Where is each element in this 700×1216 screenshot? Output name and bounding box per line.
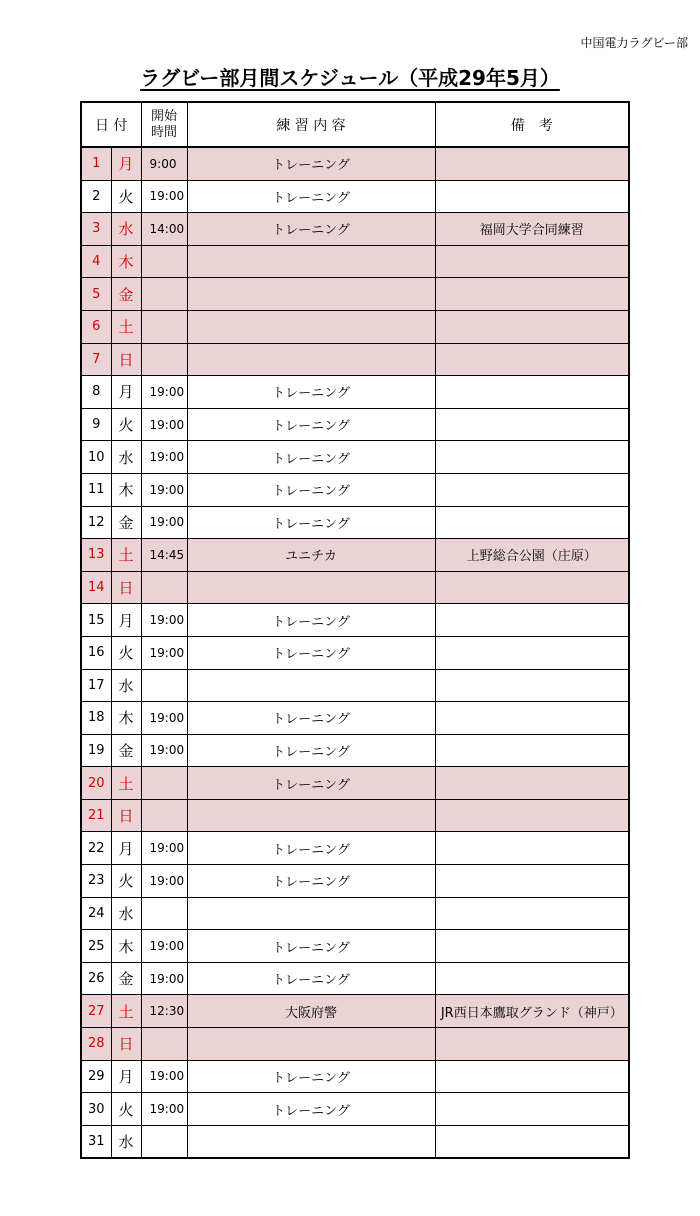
day-cell: 6 xyxy=(81,310,111,343)
start-time-cell: 14:00 xyxy=(141,213,187,246)
header-start-time xyxy=(141,102,187,147)
day-cell: 1 xyxy=(81,147,111,180)
content-cell: トレーニング xyxy=(187,147,435,180)
content-cell xyxy=(187,799,435,832)
weekday-cell: 金 xyxy=(111,734,141,767)
weekday-cell: 水 xyxy=(111,1125,141,1158)
weekday-cell: 金 xyxy=(111,278,141,311)
start-time-cell: 12:30 xyxy=(141,995,187,1028)
content-cell: トレーニング xyxy=(187,865,435,898)
content-cell: ユニチカ xyxy=(187,539,435,572)
table-row xyxy=(81,376,629,409)
note-cell xyxy=(435,376,629,409)
start-time-cell: 19:00 xyxy=(141,1060,187,1093)
start-time-cell: 19:00 xyxy=(141,865,187,898)
note-cell xyxy=(435,1028,629,1061)
table-row xyxy=(81,180,629,213)
table-row xyxy=(81,539,629,572)
table-row xyxy=(81,1093,629,1126)
weekday-cell: 土 xyxy=(111,539,141,572)
start-time-cell: 19:00 xyxy=(141,832,187,865)
weekday-cell: 土 xyxy=(111,995,141,1028)
start-time-cell xyxy=(141,1028,187,1061)
organization-name: 中国電力ラグビー部 xyxy=(580,36,688,50)
content-cell: トレーニング xyxy=(187,930,435,963)
start-time-cell: 19:00 xyxy=(141,1093,187,1126)
table-row xyxy=(81,669,629,702)
table-row xyxy=(81,245,629,278)
start-time-cell: 19:00 xyxy=(141,441,187,474)
table-row xyxy=(81,213,629,246)
day-cell: 16 xyxy=(81,636,111,669)
header-notes: 備 考 xyxy=(435,102,629,147)
table-row xyxy=(81,278,629,311)
weekday-cell: 月 xyxy=(111,1060,141,1093)
weekday-cell: 月 xyxy=(111,147,141,180)
note-cell xyxy=(435,702,629,735)
day-cell: 8 xyxy=(81,376,111,409)
weekday-cell: 火 xyxy=(111,1093,141,1126)
weekday-cell: 日 xyxy=(111,571,141,604)
content-cell: トレーニング xyxy=(187,734,435,767)
content-cell: トレーニング xyxy=(187,441,435,474)
content-cell: トレーニング xyxy=(187,473,435,506)
content-cell xyxy=(187,1125,435,1158)
day-cell: 28 xyxy=(81,1028,111,1061)
table-row xyxy=(81,767,629,800)
weekday-cell: 土 xyxy=(111,767,141,800)
day-cell: 7 xyxy=(81,343,111,376)
day-cell: 10 xyxy=(81,441,111,474)
table-row xyxy=(81,962,629,995)
content-cell: トレーニング xyxy=(187,213,435,246)
table-row xyxy=(81,832,629,865)
table-row xyxy=(81,636,629,669)
weekday-cell: 日 xyxy=(111,1028,141,1061)
weekday-cell: 火 xyxy=(111,180,141,213)
header-date: 日 付 xyxy=(81,102,141,147)
page-title-text: ラグビー部月間スケジュール（平成29年5月） xyxy=(140,66,560,90)
content-cell xyxy=(187,1028,435,1061)
start-time-cell xyxy=(141,343,187,376)
start-time-cell: 19:00 xyxy=(141,734,187,767)
note-cell xyxy=(435,865,629,898)
note-cell xyxy=(435,767,629,800)
start-time-cell: 14:45 xyxy=(141,539,187,572)
content-cell: トレーニング xyxy=(187,702,435,735)
weekday-cell: 火 xyxy=(111,865,141,898)
start-time-cell: 19:00 xyxy=(141,473,187,506)
start-time-cell xyxy=(141,245,187,278)
table-row xyxy=(81,506,629,539)
content-cell: トレーニング xyxy=(187,376,435,409)
start-time-cell: 19:00 xyxy=(141,962,187,995)
note-cell xyxy=(435,734,629,767)
content-cell xyxy=(187,278,435,311)
table-row xyxy=(81,310,629,343)
day-cell: 12 xyxy=(81,506,111,539)
day-cell: 14 xyxy=(81,571,111,604)
note-cell xyxy=(435,506,629,539)
day-cell: 25 xyxy=(81,930,111,963)
note-cell xyxy=(435,278,629,311)
note-cell xyxy=(435,799,629,832)
day-cell: 17 xyxy=(81,669,111,702)
table-header-row xyxy=(81,102,629,147)
weekday-cell: 日 xyxy=(111,799,141,832)
weekday-cell: 日 xyxy=(111,343,141,376)
note-cell xyxy=(435,310,629,343)
table-row xyxy=(81,147,629,180)
start-time-cell: 19:00 xyxy=(141,930,187,963)
note-cell: JR西日本鷹取グランド（神戸） xyxy=(435,995,629,1028)
content-cell: トレーニング xyxy=(187,1060,435,1093)
day-cell: 29 xyxy=(81,1060,111,1093)
day-cell: 30 xyxy=(81,1093,111,1126)
schedule-table xyxy=(80,101,630,1159)
start-time-cell xyxy=(141,669,187,702)
start-time-cell xyxy=(141,897,187,930)
weekday-cell: 水 xyxy=(111,441,141,474)
start-time-cell xyxy=(141,310,187,343)
content-cell: トレーニング xyxy=(187,636,435,669)
header-content: 練 習 内 容 xyxy=(187,102,435,147)
table-row xyxy=(81,1028,629,1061)
note-cell xyxy=(435,1060,629,1093)
note-cell xyxy=(435,343,629,376)
weekday-cell: 木 xyxy=(111,245,141,278)
day-cell: 22 xyxy=(81,832,111,865)
day-cell: 4 xyxy=(81,245,111,278)
content-cell: トレーニング xyxy=(187,832,435,865)
content-cell: トレーニング xyxy=(187,1093,435,1126)
day-cell: 27 xyxy=(81,995,111,1028)
header-start-line2: 時間 xyxy=(151,124,178,140)
start-time-cell: 9:00 xyxy=(141,147,187,180)
content-cell: トレーニング xyxy=(187,604,435,637)
start-time-cell: 19:00 xyxy=(141,506,187,539)
table-row xyxy=(81,897,629,930)
day-cell: 31 xyxy=(81,1125,111,1158)
day-cell: 15 xyxy=(81,604,111,637)
note-cell xyxy=(435,245,629,278)
content-cell xyxy=(187,669,435,702)
weekday-cell: 木 xyxy=(111,930,141,963)
start-time-cell xyxy=(141,278,187,311)
table-row xyxy=(81,995,629,1028)
weekday-cell: 木 xyxy=(111,702,141,735)
day-cell: 11 xyxy=(81,473,111,506)
content-cell xyxy=(187,571,435,604)
weekday-cell: 水 xyxy=(111,213,141,246)
content-cell: トレーニング xyxy=(187,180,435,213)
day-cell: 19 xyxy=(81,734,111,767)
weekday-cell: 月 xyxy=(111,832,141,865)
table-row xyxy=(81,473,629,506)
start-time-cell xyxy=(141,1125,187,1158)
note-cell xyxy=(435,832,629,865)
note-cell xyxy=(435,897,629,930)
start-time-cell: 19:00 xyxy=(141,604,187,637)
note-cell xyxy=(435,1093,629,1126)
table-row xyxy=(81,702,629,735)
note-cell xyxy=(435,930,629,963)
note-cell xyxy=(435,147,629,180)
weekday-cell: 水 xyxy=(111,897,141,930)
table-row xyxy=(81,1060,629,1093)
content-cell xyxy=(187,245,435,278)
table-row xyxy=(81,441,629,474)
day-cell: 23 xyxy=(81,865,111,898)
note-cell: 上野総合公園（庄原） xyxy=(435,539,629,572)
content-cell: トレーニング xyxy=(187,506,435,539)
page-title xyxy=(0,62,700,91)
day-cell: 18 xyxy=(81,702,111,735)
weekday-cell: 火 xyxy=(111,408,141,441)
table-row xyxy=(81,343,629,376)
header-start-line1: 開始 xyxy=(151,108,178,124)
day-cell: 3 xyxy=(81,213,111,246)
weekday-cell: 金 xyxy=(111,506,141,539)
start-time-cell xyxy=(141,799,187,832)
note-cell xyxy=(435,669,629,702)
table-row xyxy=(81,930,629,963)
schedule-body xyxy=(81,147,629,1158)
content-cell xyxy=(187,897,435,930)
note-cell xyxy=(435,571,629,604)
day-cell: 21 xyxy=(81,799,111,832)
note-cell xyxy=(435,441,629,474)
start-time-cell xyxy=(141,767,187,800)
day-cell: 5 xyxy=(81,278,111,311)
content-cell: 大阪府警 xyxy=(187,995,435,1028)
note-cell xyxy=(435,180,629,213)
weekday-cell: 月 xyxy=(111,376,141,409)
content-cell: トレーニング xyxy=(187,962,435,995)
start-time-cell: 19:00 xyxy=(141,376,187,409)
weekday-cell: 金 xyxy=(111,962,141,995)
table-row xyxy=(81,408,629,441)
note-cell xyxy=(435,636,629,669)
weekday-cell: 火 xyxy=(111,636,141,669)
table-row xyxy=(81,571,629,604)
note-cell xyxy=(435,962,629,995)
table-row xyxy=(81,734,629,767)
content-cell xyxy=(187,310,435,343)
table-row xyxy=(81,1125,629,1158)
start-time-cell xyxy=(141,571,187,604)
table-row xyxy=(81,604,629,637)
table-row xyxy=(81,799,629,832)
weekday-cell: 月 xyxy=(111,604,141,637)
content-cell: トレーニング xyxy=(187,767,435,800)
day-cell: 2 xyxy=(81,180,111,213)
day-cell: 26 xyxy=(81,962,111,995)
day-cell: 9 xyxy=(81,408,111,441)
day-cell: 24 xyxy=(81,897,111,930)
content-cell: トレーニング xyxy=(187,408,435,441)
day-cell: 13 xyxy=(81,539,111,572)
note-cell xyxy=(435,604,629,637)
day-cell: 20 xyxy=(81,767,111,800)
start-time-cell: 19:00 xyxy=(141,180,187,213)
note-cell xyxy=(435,1125,629,1158)
weekday-cell: 土 xyxy=(111,310,141,343)
table-row xyxy=(81,865,629,898)
start-time-cell: 19:00 xyxy=(141,408,187,441)
start-time-cell: 19:00 xyxy=(141,636,187,669)
note-cell xyxy=(435,408,629,441)
note-cell: 福岡大学合同練習 xyxy=(435,213,629,246)
start-time-cell: 19:00 xyxy=(141,702,187,735)
note-cell xyxy=(435,473,629,506)
content-cell xyxy=(187,343,435,376)
weekday-cell: 水 xyxy=(111,669,141,702)
weekday-cell: 木 xyxy=(111,473,141,506)
